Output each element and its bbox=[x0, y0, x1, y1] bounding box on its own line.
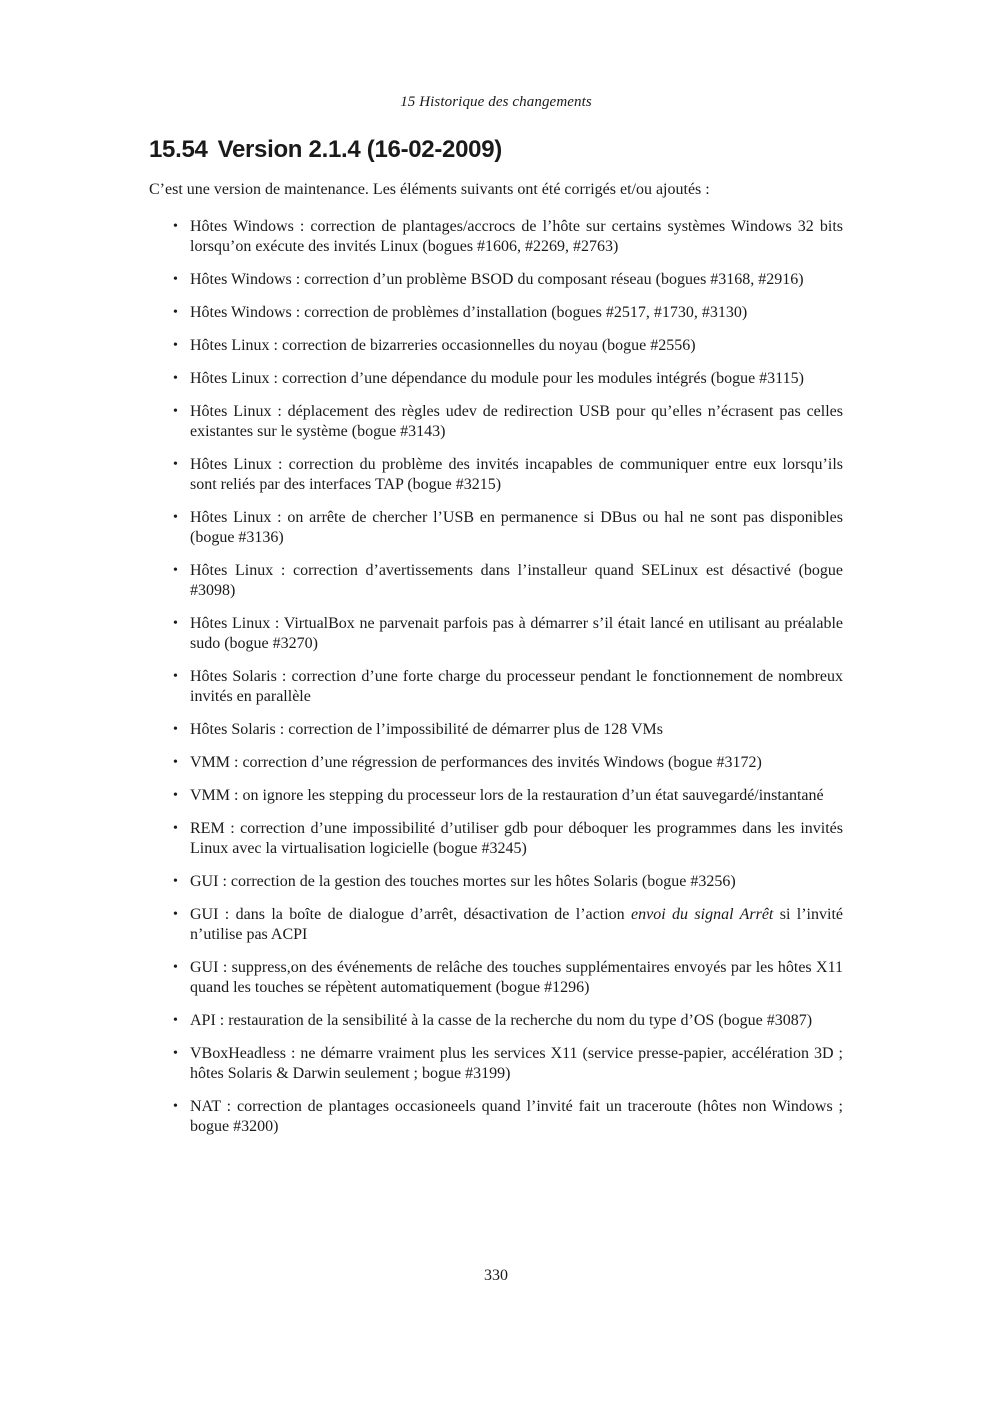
list-item bbox=[172, 561, 843, 601]
bullet-icon: • bbox=[173, 1099, 178, 1114]
list-item-text: Hôtes Windows : correction d’un problème BSOD du composant réseau (bogues #3168, #2916) bbox=[190, 271, 804, 288]
list-item-text: NAT : correction de plantages occasioneels quand l’invité fait un traceroute (hôtes non Windows ; bogue #3200) bbox=[190, 1098, 843, 1135]
bullet-icon: • bbox=[173, 907, 178, 922]
list-item-text: GUI : suppress,on des événements de relâche des touches supplémentaires envoyés par les hôtes X11 quand les touches se répètent automatiquement (bogue #1296) bbox=[190, 959, 843, 996]
list-item bbox=[172, 369, 843, 389]
list-item-text: Hôtes Linux : correction d’une dépendance du module pour les modules intégrés (bogue #3115) bbox=[190, 370, 804, 387]
bullet-icon: • bbox=[173, 338, 178, 353]
list-item-text: Hôtes Windows : correction de problèmes d’installation (bogues #2517, #1730, #3130) bbox=[190, 304, 748, 321]
list-item-emphasis: envoi du signal Arrêt bbox=[631, 906, 774, 923]
list-item-text: Hôtes Linux : VirtualBox ne parvenait parfois pas à démarrer s’il était lancé en utilisant au préalable sudo (bogue #3270) bbox=[190, 615, 843, 652]
list-item bbox=[172, 1011, 843, 1031]
list-item-text: VBoxHeadless : ne démarre vraiment plus les services X11 (service presse-papier, accélération 3D ; hôtes Solaris & Darwin seulement ; bogue #3199) bbox=[190, 1045, 843, 1082]
list-item bbox=[172, 1044, 843, 1084]
list-item-text: VMM : correction d’une régression de performances des invités Windows (bogue #3172) bbox=[190, 754, 762, 771]
bullet-icon: • bbox=[173, 563, 178, 578]
bullet-icon: • bbox=[173, 404, 178, 419]
bullet-icon: • bbox=[173, 371, 178, 386]
list-item-text: Hôtes Linux : déplacement des règles udev de redirection USB pour qu’elles n’écrasent pas celles existantes sur le système (bogue #3143) bbox=[190, 403, 843, 440]
bullet-icon: • bbox=[173, 874, 178, 889]
bullet-icon: • bbox=[173, 219, 178, 234]
running-header: 15 Historique des changements bbox=[400, 94, 592, 110]
list-item bbox=[172, 667, 843, 707]
list-item-text: Hôtes Solaris : correction de l’impossibilité de démarrer plus de 128 VMs bbox=[190, 721, 663, 738]
list-item bbox=[172, 958, 843, 998]
list-item-text: Hôtes Windows : correction de plantages/accrocs de l’hôte sur certains systèmes Windows 32 bits lorsqu’on exécute des invités Linux (bogues #1606, #2269, #2763) bbox=[190, 218, 843, 255]
bullet-icon: • bbox=[173, 305, 178, 320]
list-item-text: Hôtes Linux : correction de bizarreries occasionnelles du noyau (bogue #2556) bbox=[190, 337, 696, 354]
bullet-icon: • bbox=[173, 669, 178, 684]
page-number: 330 bbox=[484, 1267, 508, 1284]
list-item bbox=[172, 270, 843, 290]
list-item bbox=[172, 508, 843, 548]
list-item bbox=[172, 905, 843, 945]
bullet-icon: • bbox=[173, 1046, 178, 1061]
change-list bbox=[172, 217, 843, 1150]
list-item-text: Hôtes Linux : correction d’avertissements dans l’installeur quand SELinux est désactivé (bogue #3098) bbox=[190, 562, 843, 599]
list-item bbox=[172, 1097, 843, 1137]
list-item-text-after: si l’invité n’utilise pas ACPI bbox=[190, 906, 843, 943]
list-item bbox=[172, 455, 843, 495]
bullet-icon: • bbox=[173, 1013, 178, 1028]
bullet-icon: • bbox=[173, 272, 178, 287]
list-item-text: GUI : correction de la gestion des touches mortes sur les hôtes Solaris (bogue #3256) bbox=[190, 873, 736, 890]
bullet-icon: • bbox=[173, 788, 178, 803]
intro-paragraph: C’est une version de maintenance. Les éléments suivants ont été corrigés et/ou ajoutés : bbox=[149, 181, 710, 198]
section-title-text: Version 2.1.4 (16-02-2009) bbox=[217, 136, 502, 163]
list-item-text: Hôtes Linux : correction du problème des invités incapables de communiquer entre eux lorsqu’ils sont reliés par des interfaces TAP (bogue #3215) bbox=[190, 456, 843, 493]
list-item bbox=[172, 303, 843, 323]
list-item bbox=[172, 753, 843, 773]
list-item-text: Hôtes Solaris : correction d’une forte charge du processeur pendant le fonctionnement de nombreux invités en parallèle bbox=[190, 668, 843, 705]
bullet-icon: • bbox=[173, 457, 178, 472]
bullet-icon: • bbox=[173, 616, 178, 631]
list-item bbox=[172, 786, 843, 806]
list-item bbox=[172, 217, 843, 257]
list-item bbox=[172, 819, 843, 859]
bullet-icon: • bbox=[173, 722, 178, 737]
bullet-icon: • bbox=[173, 755, 178, 770]
list-item-text: API : restauration de la sensibilité à la casse de la recherche du nom du type d’OS (bogue #3087) bbox=[190, 1012, 813, 1029]
list-item bbox=[172, 720, 843, 740]
bullet-icon: • bbox=[173, 960, 178, 975]
section-number: 15.54 bbox=[149, 136, 208, 163]
list-item-text: REM : correction d’une impossibilité d’utiliser gdb pour déboquer les programmes dans les invités Linux avec la virtualisation logicielle (bogue #3245) bbox=[190, 820, 843, 857]
bullet-icon: • bbox=[173, 821, 178, 836]
list-item bbox=[172, 336, 843, 356]
list-item-text: VMM : on ignore les stepping du processeur lors de la restauration d’un état sauvegardé/instantané bbox=[190, 787, 824, 804]
section-title bbox=[149, 136, 502, 164]
list-item-text: Hôtes Linux : on arrête de chercher l’USB en permanence si DBus ou hal ne sont pas disponibles (bogue #3136) bbox=[190, 509, 843, 546]
list-item bbox=[172, 402, 843, 442]
list-item bbox=[172, 614, 843, 654]
list-item bbox=[172, 872, 843, 892]
bullet-icon: • bbox=[173, 510, 178, 525]
list-item-text-before: GUI : dans la boîte de dialogue d’arrêt, désactivation de l’action bbox=[190, 906, 632, 923]
